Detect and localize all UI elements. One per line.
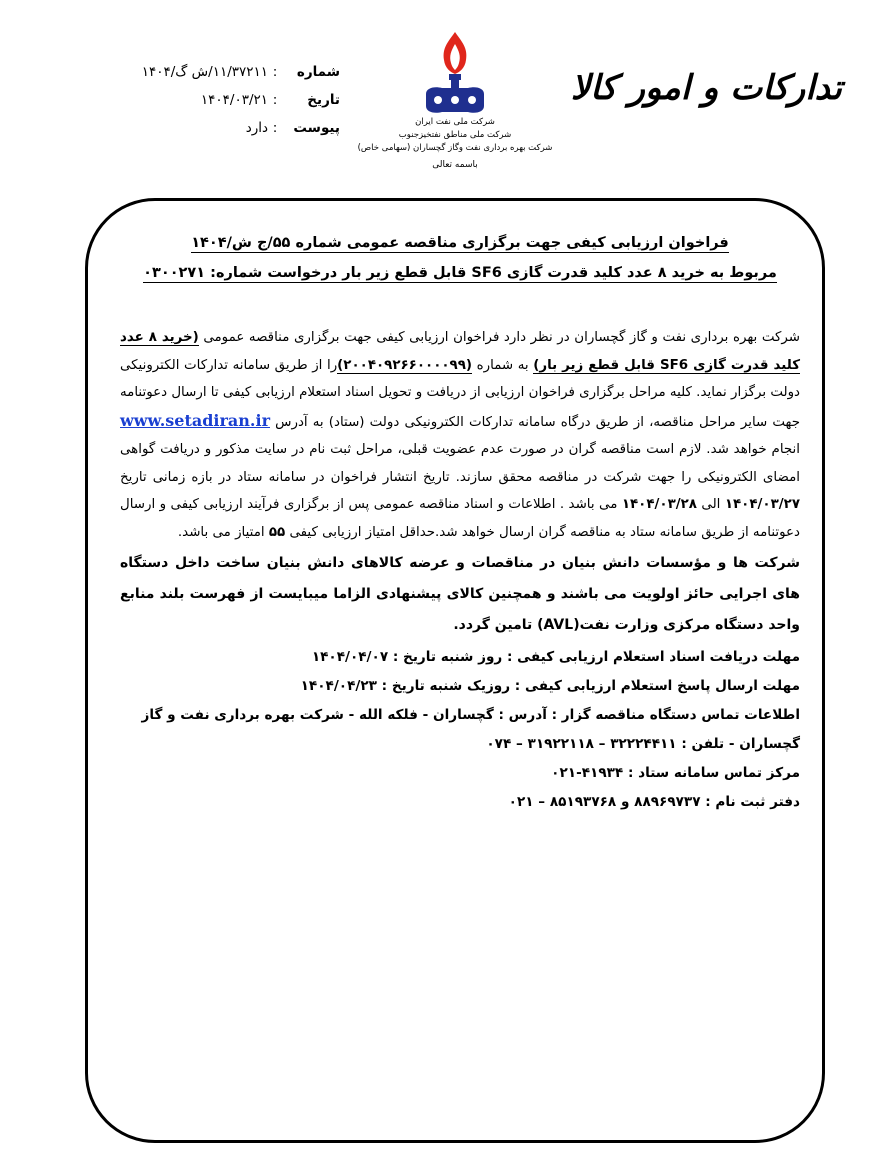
publish-date-to: ۱۴۰۴/۰۳/۲۸ <box>621 497 697 512</box>
logo-line-2: شرکت ملی مناطق نفتخیزجنوب <box>398 130 512 140</box>
meta-number-row: شماره:۱۱/۳۷۲۱۱/ش گ/۱۴۰۴ <box>120 58 340 86</box>
meta-date-value: ۱۴۰۴/۰۳/۲۱ <box>200 92 268 108</box>
registration-office: دفتر ثبت نام : ۸۸۹۶۹۷۳۷ و ۸۵۱۹۳۷۶۸ – ۰۲۱ <box>508 794 800 810</box>
deadline-submit: مهلت ارسال پاسخ استعلام ارزیابی کیفی : روزیک شنبه تاریخ : ۱۴۰۴/۰۴/۲۳ <box>300 678 800 694</box>
company-logo-block <box>340 28 570 178</box>
logo-line-3: شرکت بهره برداری نفت وگاز گچساران (سهامی خاص) <box>357 143 553 153</box>
meta-attach-value: دارد <box>245 120 268 136</box>
min-score: ۵۵ <box>268 524 286 540</box>
meta-date-label: تاریخ <box>307 92 340 108</box>
notice-content <box>120 228 800 817</box>
notice-info-list <box>120 643 800 817</box>
meta-number-label: شماره <box>296 64 340 80</box>
meta-date-row: تاریخ:۱۴۰۴/۰۳/۲۱ <box>120 86 340 114</box>
meta-number-value: ۱۱/۳۷۲۱۱/ش گ/۱۴۰۴ <box>141 64 268 80</box>
notice-paragraph-1: شرکت بهره برداری نفت و گاز گچساران در نظر دارد فراخوان ارزیابی کیفی جهت برگزاری مناقصه عمومی (خرید ۸ عدد کلید قدرت گازی SF6 قابل قطع زیر بار) به شماره (۲۰۰۴۰۹۲۶۶۰۰۰۰۹۹)را از طریق سامانه تدارکات الکترونیکی دولت برگزار نماید. کلیه مراحل برگزاری فراخوان ارزیابی از دریافت و تحویل اسناد استعلام ارزیابی کیفی تا ارسال دعوتنامه جهت سایر مراحل مناقصه، از طریق درگاه سامانه تدارکات الکترونیکی دولت (ستاد) به آدرس www.setadiran.ir انجام خواهد شد. لازم است مناقصه گران در صورت عدم عضویت قبلی، مراحل ثبت نام در سایت مذکور و دریافت گواهی امضای الکترونیکی را جهت شرکت در مناقصه محقق سازند. تاریخ انتشار فراخوان در سامانه ستاد در بازه زمانی تاریخ ۱۴۰۴/۰۳/۲۷ الی ۱۴۰۴/۰۳/۲۸ می باشد . اطلاعات و اسناد مناقصه عمومی پس از برگزاری فرآیند ارزیابی کیفی و ارسال دعوتنامه از طریق سامانه ستاد به مناقصه گران ارسال خواهد شد.حداقل امتیاز ارزیابی کیفی ۵۵ امتیاز می باشد. <box>120 330 800 540</box>
nioc-logo-icon <box>420 28 490 116</box>
notice-title-2: مربوط به خرید ۸ عدد کلید قدرت گازی SF6 قابل قطع زیر بار درخواست شماره: ۰۳۰۰۲۷۱ <box>143 265 777 281</box>
letter-meta <box>120 58 340 142</box>
setad-contact-center: مرکز تماس سامانه ستاد : ۴۱۹۳۴-۰۲۱ <box>551 765 800 781</box>
logo-line-4: باسمه تعالی <box>432 160 478 170</box>
publish-date-from: ۱۴۰۴/۰۳/۲۷ <box>724 497 800 512</box>
notice-title-1: فراخوان ارزیابی کیفی جهت برگزاری مناقصه عمومی شماره ۵۵/ج ش/۱۴۰۴ <box>191 235 729 251</box>
brand-title: تدارکات و امور کالا <box>570 68 842 108</box>
item-description: (خرید ۸ عدد کلید قدرت گازی SF6 قابل قطع زیر بار) <box>120 330 800 373</box>
logo-line-1: شرکت ملی نفت ایران <box>415 117 495 127</box>
meta-attach-row: پیوست:دارد <box>120 114 340 142</box>
tender-number: (۲۰۰۴۰۹۲۶۶۰۰۰۰۹۹) <box>337 357 473 373</box>
deadline-receive: مهلت دریافت اسناد استعلام ارزیابی کیفی : روز شنبه تاریخ : ۱۴۰۴/۰۴/۰۷ <box>311 649 800 665</box>
knowledge-based-priority: شرکت ها و مؤسسات دانش بنیان در مناقصات و عرضه کالاهای دانش بنیان ساخت داخل دستگاه های اجرایی حائز اولویت می باشند و همچنین کالای پیشنهادی الزاما میبایست از فهرست بلند منابع واحد دستگاه مرکزی وزارت نفت(AVL) تامین گردد. <box>120 555 800 633</box>
contact-info: اطلاعات تماس دستگاه مناقصه گزار : آدرس : گچساران - فلکه الله - شرکت بهره برداری نفت و گاز گچساران - تلفن : ۳۲۲۲۴۴۱۱ – ۳۱۹۲۲۱۱۸ – ۰۷۴ <box>141 707 800 752</box>
setadiran-link[interactable]: www.setadiran.ir <box>120 410 270 430</box>
meta-attach-label: پیوست <box>293 120 340 136</box>
